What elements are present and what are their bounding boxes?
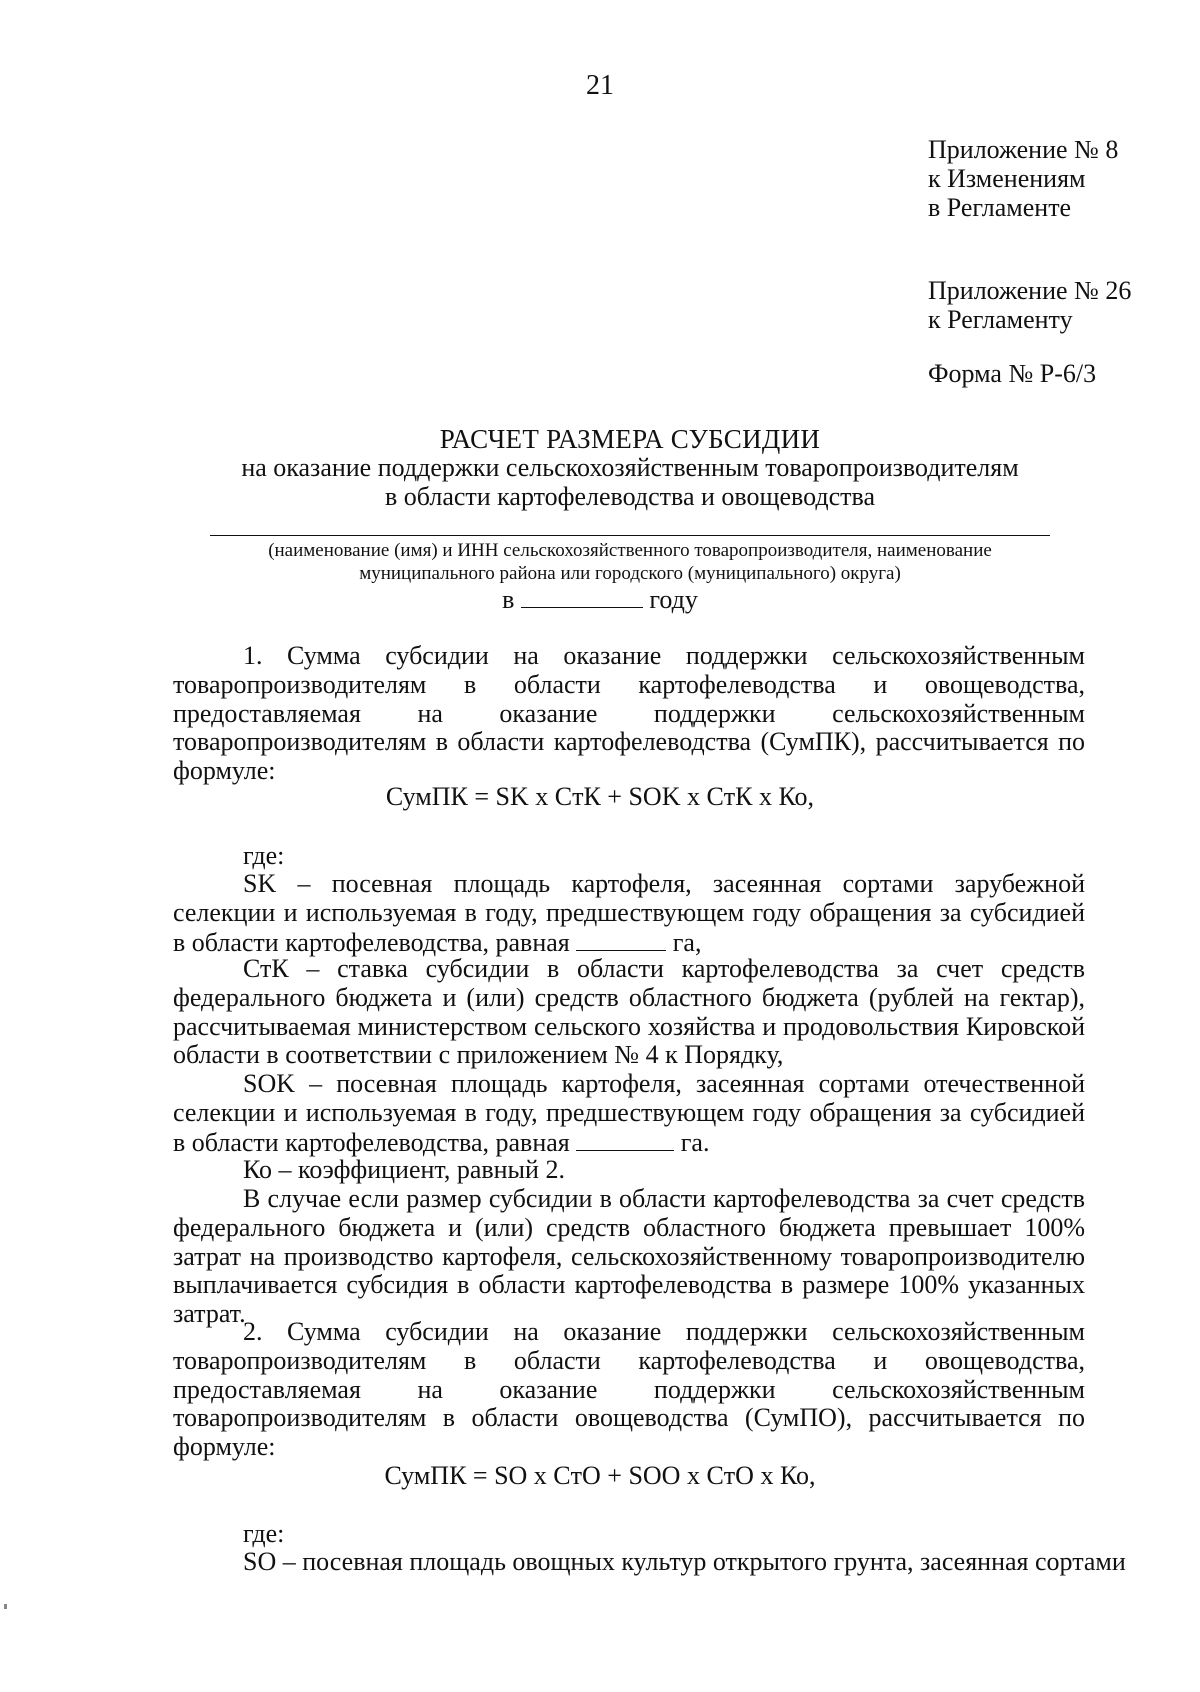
definition-stk: СтК – ставка субсидии в области картофелеводства за счет средств федерального бюджета и (или) средств областного бюджета (рублей на гектар), рассчитываемая министерством сельского хозяйства и продовольствия Кировской области в соответствии с приложением № 4 к Порядку, [173,954,1085,1070]
sk-unit: га, [672,927,702,957]
formula-sumpo: СумПК = SO x CтО + SOO x CтО x Ко, [384,1461,816,1490]
sok-unit: га. [680,1127,710,1157]
form-number: Форма № Р-6/3 [928,359,1097,388]
section-2-intro: 2. Сумма субсидии на оказание поддержки сельскохозяйственным товаропроизводителям в области картофелеводства и овощеводства, предоставляемая на оказание поддержки сельскохозяйственным товаропроизводителям в области овощеводства (СумПО), рассчитывается по формуле: [173,1317,1085,1462]
sk-blank [576,928,666,951]
definition-sk [173,870,1085,957]
sok-blank [576,1128,674,1151]
document-title [170,425,1090,511]
title-main: РАСЧЕТ РАЗМЕРА СУБСИДИИ [439,424,821,454]
definition-so: SO – посевная площадь овощных культур открытого грунта, засеянная сортами [243,1547,1126,1576]
section-1-intro: 1. Сумма субсидии на оказание поддержки сельскохозяйственным товаропроизводителям в области картофелеводства и овощеводства, предоставляемая на оказание поддержки сельскохозяйственным товаропроизводителям в области картофелеводства (СумПК), рассчитывается по формуле: [173,641,1085,786]
appendix-8-line-3: в Регламенте [928,192,1072,222]
appendix-26-line-1: Приложение № 26 [928,276,1132,305]
sok-text: SOK – посевная площадь картофеля, засеянная сортами отечественной селекции и используемая в году, предшествующем году обращения за субсидией в области картофелеводства, равная [173,1069,1085,1157]
title-line-2: на оказание поддержки сельскохозяйственным товаропроизводителям [241,452,1019,482]
limit-clause: В случае если размер субсидии в области картофелеводства за счет средств федерального бюджета и (или) средств областного бюджета превышает 100% затрат на производство картофеля, сельскохозяйственному товаропроизводителю выплачивается субсидия в области картофелеводства в размере 100% указанных затрат. [173,1184,1085,1329]
title-line-3: в области картофелеводства и овощеводства [384,481,876,511]
appendix-26-line-2: к Регламенту [928,304,1073,334]
definition-sok [173,1070,1085,1157]
formula-sumpk: СумПК = SK x CтК + SOK x CтК x Ко, [385,782,815,811]
appendix-8-header [928,136,1178,222]
page-number: 21 [586,70,614,101]
where-label-2: где: [243,1519,285,1548]
recipient-fill-line [210,535,1050,536]
year-blank [521,585,643,608]
year-suffix: году [649,585,698,614]
scan-artifact [4,1604,7,1609]
caption-line-2: муниципального района или городского (муниципального) округа) [359,563,901,584]
sk-text: SK – посевная площадь картофеля, засеянная сортами зарубежной селекции и используемая в году, предшествующем году обращения за субсидией в области картофелеводства, равная [173,869,1085,957]
definition-ko: Ко – коэффициент, равный 2. [243,1155,565,1184]
year-line [0,585,1200,615]
appendix-8-line-1: Приложение № 8 [928,135,1119,164]
where-label-1: где: [243,841,285,870]
appendix-26-header [928,277,1178,335]
year-prefix: в [502,585,515,614]
recipient-caption [170,539,1090,585]
caption-line-1: (наименование (имя) и ИНН сельскохозяйственного товаропроизводителя, наименование [268,540,992,561]
appendix-8-line-2: к Изменениям [928,163,1086,193]
